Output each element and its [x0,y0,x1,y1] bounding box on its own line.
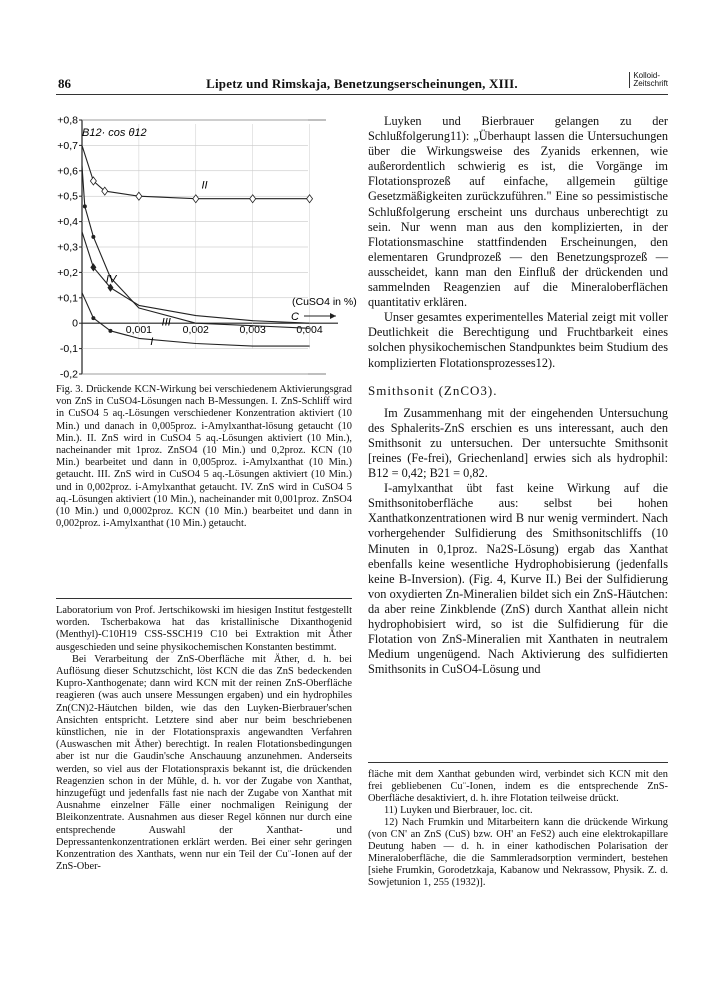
y-tick-labels [57,115,78,381]
paragraph: Luyken und Bierbrauer gelangen zu der Schlußfolgerung11): „Überhaupt lassen die Untersuchungen über die Wirkungsweise des Zyanids erkennen, wie außerordentlich schwierig es ist, die Vorgänge im Flotationsprozeß auf einfache, allgemein gültige Gesetzmäßigkeiten zurückzuführen." Eine so pessimistische Schlußfolgerung erscheint uns durchaus unberechtigt zu sein. Nur wenn man aus den komplizierten, in der Flotationsmaschine stattfindenden Erscheinungen, den elementaren Grundprozeß — den Benetzungsprozeß — ausscheidet, kann man den Einfluß der drückenden und sammelnden Reagenzien auf die Mineraloberflächen quantitativ erklären. [368,114,668,310]
caption-text: Fig. 3. Drückende KCN-Wirkung bei verschiedenem Aktivierungsgrad von ZnS in CuSO4-Lösungen nach B-Messungen. I. ZnS-Schliff wird in CuSO4 5 aq.-Lösungen verschiedener Konzentration aktiviert (10 Min.) und danach in 0,005proz. i-Amylxanthat-lösung getaucht (10 Min.). II. ZnS wird in CuSO4 5 aq.-Lösungen aktiviert (10 Min.), nacheinander mit 1proz. ZnSO4 (10 Min.) und 0,2proz. KCN (10 Min.) bearbeitet und dann in 0,005proz. i-Amylxanthat (10 Min.) getaucht. III. ZnS wird in CuSO4 5 aq.-Lösungen aktiviert (10 Min.) und in 0,002proz. i-Amylxanthat getaucht. IV. ZnS wird in CuSO4 5 aq.-Lösungen aktiviert (10 Min.), nacheinander mit 0,001proz. ZnSO4 (10 Min.) und 0,0002proz. KCN (10 Min.) bearbeitet und dann in 0,002proz. i-Amylxanthat (10 Min.) getaucht. [56,384,352,530]
series-label: I [150,335,154,348]
series-label: II [201,179,208,192]
data-point [83,204,87,208]
data-point [108,329,112,333]
figure-caption [56,384,352,530]
journal-line-2: Zeitschrift [633,79,668,88]
running-title: Lipetz und Rimskaja, Benetzungserscheinungen, XIII. [206,76,518,91]
page-number: 86 [58,76,71,91]
footnotes [368,762,668,889]
x-tick-label: 0,004 [296,324,323,337]
y-tick-label: +0,3 [57,241,78,254]
paragraph: I-amylxanthat übt fast keine Wirkung auf die Smithsonitoberfläche aus: selbst bei hohen Xanthatkonzentrationen wird B nur wenig vermindert. Nach vorhergehender Sulfidierung des Smithsonitschliffs (10 Minuten in 0,1proz. Na2S-Lösung) ergab das Xanthat ebenfalls keine wesentliche Hydrophobisierung (jedenfalls keine B-Inversion). (Fig. 4, Kurve II.) Bei der Sulfidierung von oxydierten Zn-Mineralien bildet sich ein ZnS-Häutchen: da aber reine Zinkblende (ZnS) durch Xanthat allein nicht hydrophobisiert wird, so ist die Sulfidierung für die Flotation von ZnS-Mineralien mit Xanthaten in neutralem Medium ungenügend. Nach Aktivierung des sulfidierten Smithsonits in CuSO4-Lösung und [368,481,668,677]
x-tick-label: 0,003 [239,324,266,337]
data-point [136,192,142,200]
y-tick-label: +0,8 [57,114,78,127]
y-tick-label: 0 [72,317,78,330]
divider [368,762,668,763]
y-tick-label: +0,7 [57,139,78,152]
journal-name [629,72,668,88]
series-lines [82,145,313,347]
divider [56,598,352,599]
section-heading: Smithsonit (ZnCO3). [368,382,498,398]
series-label: III [161,316,171,329]
data-point [91,235,95,239]
paragraph: Im Zusammenhang mit der eingehenden Untersuchung des Sphalerits-ZnS erschien es uns interessant, auch den Smithsonit zu untersuchen. Der untersuchte Smithsonit [reines (Fe-frei), Griechenland] erwies sich als hydrophil: B12 = 0,42; B21 = 0,82. [368,405,668,481]
footnote-12: 12) Nach Frumkin und Mitarbeitern kann die drückende Wirkung (von CN' an ZnS (CuS) bzw. OH' an FeS2) auch eine elektrokapillare Deutung haben — d. h. in einer kathodischen Polarisation der Mineraloberfläche, die die Sammleradsorption vermindert, bestehen [siehe Frumkin, Gorodetzkaja, Kabanow und Nekrassow, Physik. Z. d. Sowjetunion 1, 255 (1932)]. [368,817,668,888]
c-arrow-head [330,313,336,319]
y-tick-label: +0,4 [57,216,78,229]
paragraph: Unser gesamtes experimentelles Material zeigt mit voller Deutlichkeit die Berechtigung und Fruchtbarkeit eines solchen physikochemischen Standpunktes beim Studium des komplizierten Flotationsprozesses12). [368,310,668,370]
x-axis-label: (CuSO4 in %) [292,296,357,308]
data-point [250,195,256,203]
series-label: IV [105,273,117,286]
data-point [90,177,96,185]
journal-line-1: Kolloid- [633,71,661,80]
y-axis-label: B12· cos θ12 [82,127,147,139]
footnote-11: 11) Luyken und Bierbrauer, loc. cit. [384,805,533,816]
y-tick-label: +0,1 [57,292,78,305]
figure-3-chart [46,112,364,384]
data-point [102,187,108,195]
y-tick-label: -0,1 [59,343,78,356]
x-tick-label: 0,001 [125,324,153,337]
paragraph: Bei Verarbeitung der ZnS-Oberfläche mit Äther, d. h. bei Auflösung dieser Schutzschicht, löst KCN die das ZnS bedeckenden Kupro-Xanthogenate; dann wird KCN mit der reinen ZnS-Oberfläche reagieren (was auch unsere Messungen ergaben) und ein hydrophiles Zn(CN)2-Häutchen bilden, wie das den Luyken-Bierbrauer'schen Ansichten entspricht. Letztere sind aber nur beim beschriebenen künstlichen, nie in der Flotationspraxis angewandten Verfahren (Auswaschen mit Äther) berechtigt. In realen Flotationsbedingungen aber ist nur die Gaudin'sche Anschauung anzunehmen. Anderseits werden, so viel aus der Flotationspraxis bekannt ist, die drückenden Reagenzien schon in der Mühle, d. h. vor der Zugabe von Xanthat, hinzugefügt und jedenfalls fast nie nach der Zugabe von Xanthat mit Ausnahme einzelner Fälle einer nochmaligen Reinigung der Bleikonzentrate. Ausnahmen aus dieser Regel können nur durch eine entsprechende Auswahl der Xanthat- und Depressantenkonzentrationen erklärt werden. Bei einer sehr geringen Konzentration des Xanthats, wenn nur ein Teil der Cu¨-Ionen auf der ZnS-Ober- [56,653,352,873]
data-point [193,195,199,203]
right-column [368,114,668,677]
y-tick-label: +0,2 [57,266,78,279]
data-point [307,195,313,203]
paragraph: Laboratorium von Prof. Jertschikowski im hiesigen Institut festgestellt worden. Tscherbakowa hat das kristallinische Dixanthogenid (Menthyl)-C10H19 CSS-SSCH19 C10 bei Extraktion mit Äther ausgeschieden und seine physikochemischen Konstanten bestimmt. [56,605,352,653]
y-tick-label: -0,2 [59,368,78,381]
x-tick-label: 0,002 [182,324,209,337]
x-tick-labels [126,324,323,336]
y-tick-label: +0,5 [57,190,78,203]
left-column [56,598,352,873]
page-header [56,71,668,95]
footnote-continuation: fläche mit dem Xanthat gebunden wird, verbindet sich KCN mit den frei gebliebenen Cu¨-Ionen, indem es die entsprechende ZnS-Oberfläche desaktiviert, d. h. ihre Flotation teilweise drückt. [368,769,668,804]
c-label: C [291,311,299,323]
y-tick-label: +0,6 [57,165,78,178]
data-point [91,316,95,320]
